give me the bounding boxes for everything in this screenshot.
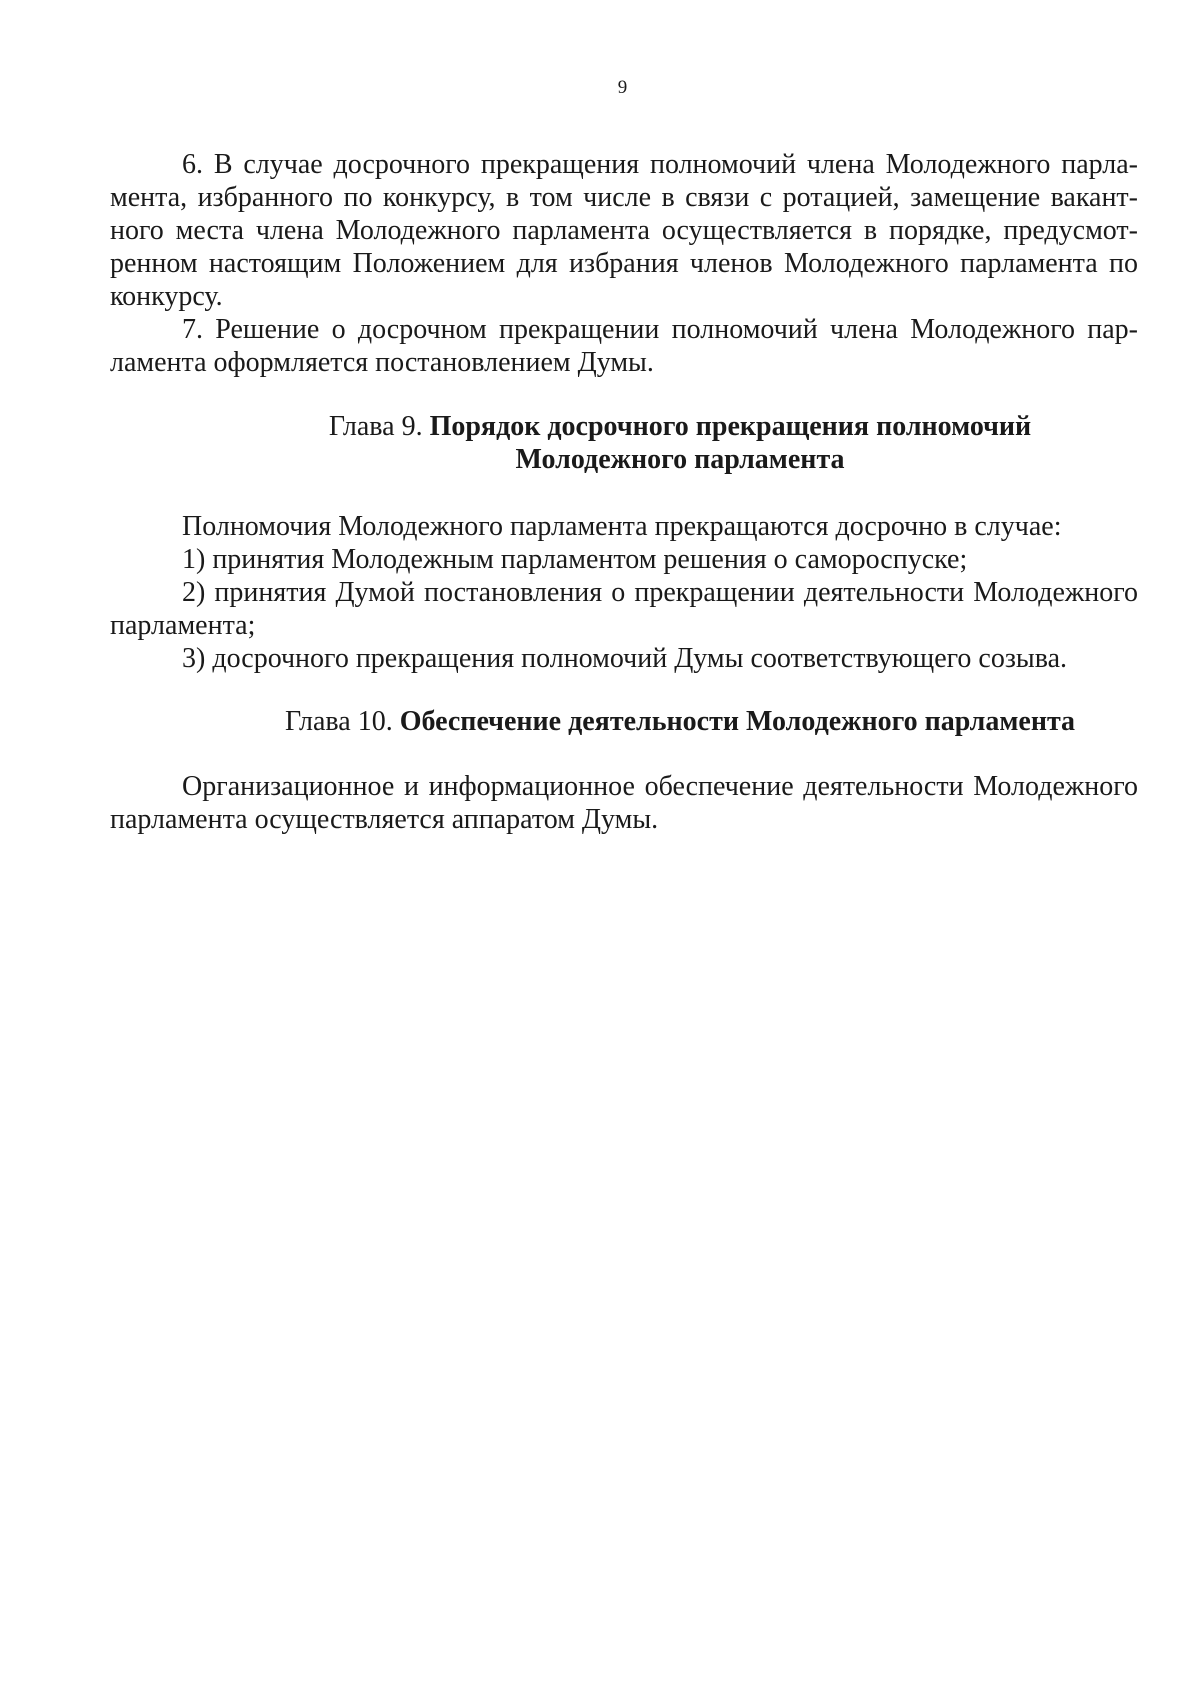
- chapter-10-heading-line: [110, 705, 1200, 738]
- chapter-10-heading: [110, 705, 1200, 738]
- list-item-2-continuation: парламента;: [110, 610, 256, 641]
- chapter-9-prefix: Глава 9.: [328, 411, 430, 442]
- text-line: мента, избранного по конкурсу, в том числе в связи с ротацией, замещение вакант-: [110, 182, 1138, 213]
- section-support: [110, 770, 1138, 836]
- list-item-3: 3) досрочного прекращения полномочий Думы соответствующего созыва.: [182, 643, 1068, 674]
- intro-paragraph: Полномочия Молодежного парламента прекращаются досрочно в случае:: [182, 511, 1062, 542]
- text-line: ного места члена Молодежного парламента осуществляется в порядке, предусмот-: [110, 215, 1138, 246]
- list-item-2: 2) принятия Думой постановления о прекращении деятельности Молодежного: [182, 577, 1138, 608]
- chapter-9-title-line1: Порядок досрочного прекращения полномочий: [429, 411, 1032, 442]
- paragraph-6: [110, 148, 1138, 313]
- chapter-9-heading: [110, 410, 1200, 476]
- list-item-1: 1) принятия Молодежным парламентом решения о самороспуске;: [182, 544, 968, 575]
- chapter-9-title-line2: Молодежного парламента: [515, 444, 845, 475]
- text-line: парламента осуществляется аппаратом Думы.: [110, 804, 659, 835]
- page-number: 9: [617, 77, 628, 98]
- chapter-9-heading-line1: [110, 410, 1200, 443]
- chapter-9-heading-line2: [110, 443, 1200, 476]
- chapter-10-prefix: Глава 10.: [284, 706, 400, 737]
- text-line: конкурсу.: [110, 281, 223, 312]
- text-line: ренном настоящим Положением для избрания членов Молодежного парламента по: [110, 248, 1138, 279]
- section-termination-parliament: [110, 510, 1138, 675]
- text-line: Организационное и информационное обеспечение деятельности Молодежного: [182, 771, 1138, 802]
- paragraph-7: [110, 313, 1138, 379]
- text-line: ламента оформляется постановлением Думы.: [110, 347, 654, 378]
- section-termination-members: [110, 148, 1138, 379]
- chapter-10-title: Обеспечение деятельности Молодежного парламента: [399, 706, 1076, 737]
- text-line: 7. Решение о досрочном прекращении полномочий члена Молодежного пар-: [182, 314, 1138, 345]
- text-line: 6. В случае досрочного прекращения полномочий члена Молодежного парла-: [182, 149, 1138, 180]
